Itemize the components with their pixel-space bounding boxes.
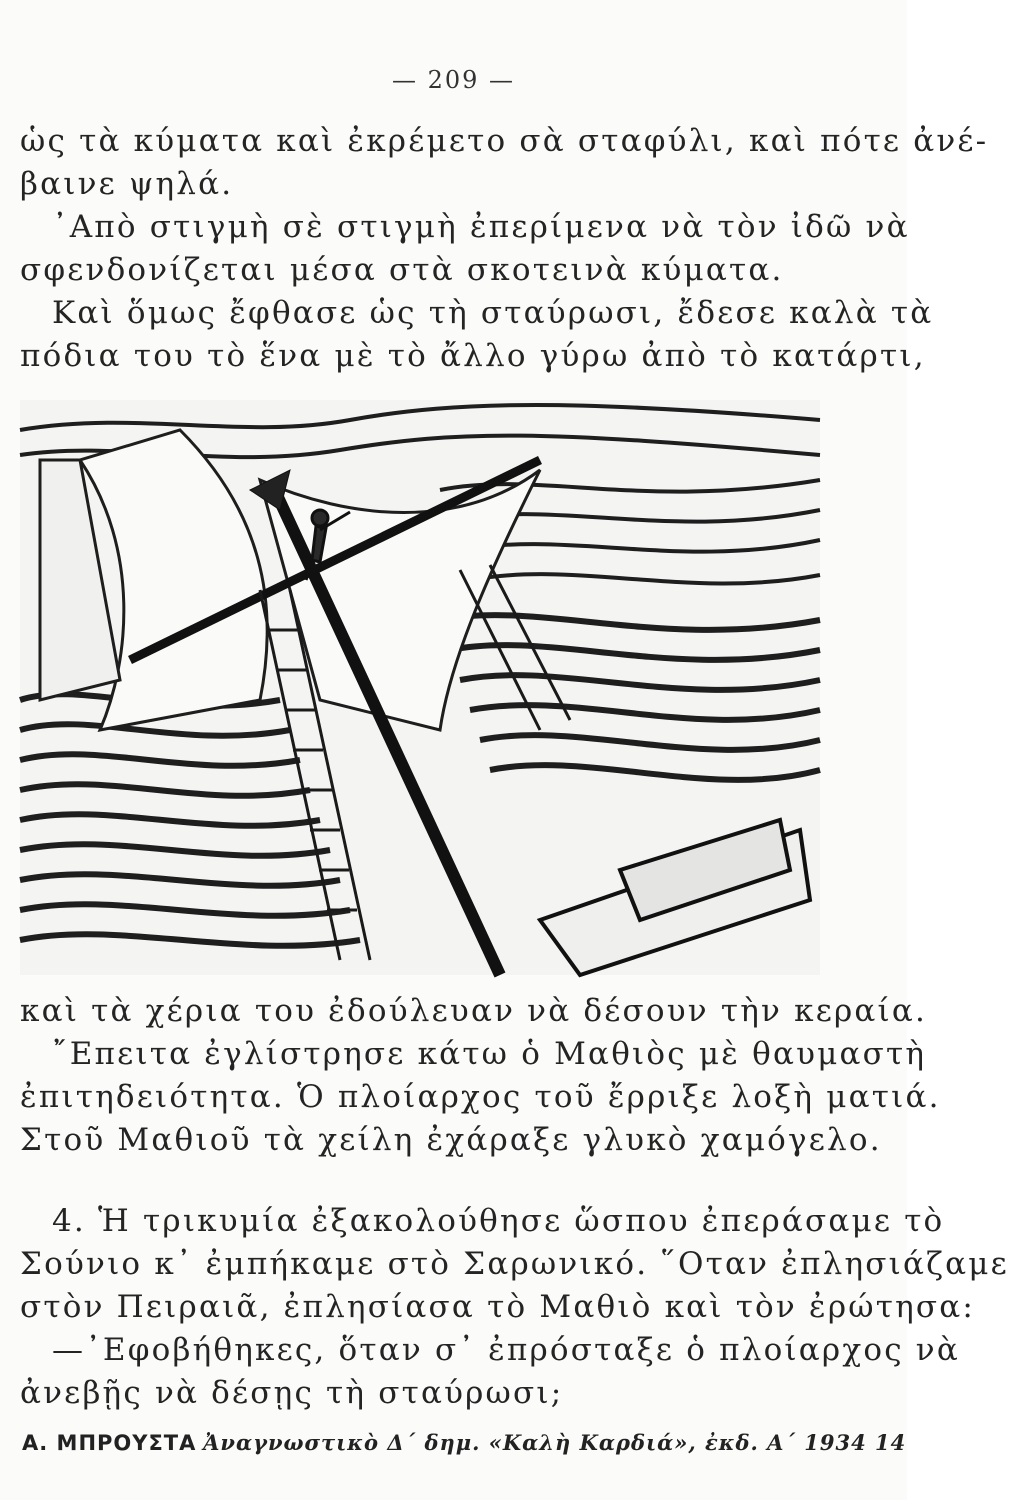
text-line: καὶ τὰ χέρια του ἐδούλευαν νὰ δέσουν τὴν κεραία.: [20, 993, 928, 1029]
text-line: ῎Επειτα ἐγλίστρησε κάτω ὁ Μαθιὸς μὲ θαυμαστὴ: [52, 1036, 927, 1072]
paragraph-block-middle: [20, 990, 941, 1162]
text-line: βαινε ψηλά.: [20, 166, 234, 202]
page-number: — 209 —: [391, 66, 516, 94]
text-line: Καὶ ὅμως ἔφθασε ὡς τὴ σταύρωσι, ἔδεσε καλὰ τὰ: [52, 295, 934, 331]
storm-ship-illustration: [20, 400, 820, 975]
paragraph-block-bottom: [20, 1200, 1009, 1415]
text-line: 4. Ἡ τρικυμία ἐξακολούθησε ὥσπου ἐπεράσαμε τὸ: [52, 1203, 945, 1239]
footer-author: Α. ΜΠΡΟΥΣΤΑ: [22, 1431, 197, 1455]
text-line: στὸν Πειραιᾶ, ἐπλησίασα τὸ Μαθιὸ καὶ τὸν ἐρώτησα:: [20, 1289, 976, 1325]
text-line: ὡς τὰ κύματα καὶ ἐκρέμετο σὰ σταφύλι, καὶ πότε ἀνέ-: [20, 123, 989, 159]
text-line: ἀνεβῇς νὰ δέσῃς τὴ σταύρωσι;: [20, 1375, 564, 1411]
text-line: πόδια του τὸ ἕνα μὲ τὸ ἄλλο γύρω ἀπὸ τὸ κατάρτι,: [20, 338, 926, 374]
text-line: σφενδονίζεται μέσα στὰ σκοτεινὰ κύματα.: [20, 252, 784, 288]
text-line: Στοῦ Μαθιοῦ τὰ χείλη ἐχάραξε γλυκὸ χαμόγελο.: [20, 1122, 882, 1158]
text-line: ἐπιτηδειότητα. Ὁ πλοίαρχος τοῦ ἔρριξε λοξὴ ματιά.: [20, 1079, 941, 1115]
footer-citation: [22, 1430, 907, 1455]
text-line: —᾿Εφοβήθηκες, ὅταν σ᾿ ἐπρόσταξε ὁ πλοίαρχος νὰ: [52, 1332, 960, 1368]
text-line: Σούνιο κ᾿ ἐμπήκαμε στὸ Σαρωνικό. ῞Οταν ἐπλησιάζαμε: [20, 1246, 1009, 1282]
footer-book-title: Ἀναγνωστικὸ Δ΄ δημ. «Καλὴ Καρδιά», ἐκδ. Α΄ 1934 14: [203, 1430, 907, 1455]
text-line: ᾿Απὸ στιγμὴ σὲ στιγμὴ ἐπερίμενα νὰ τὸν ἰδῶ νὰ: [52, 209, 910, 245]
paragraph-block-top: [20, 120, 989, 378]
